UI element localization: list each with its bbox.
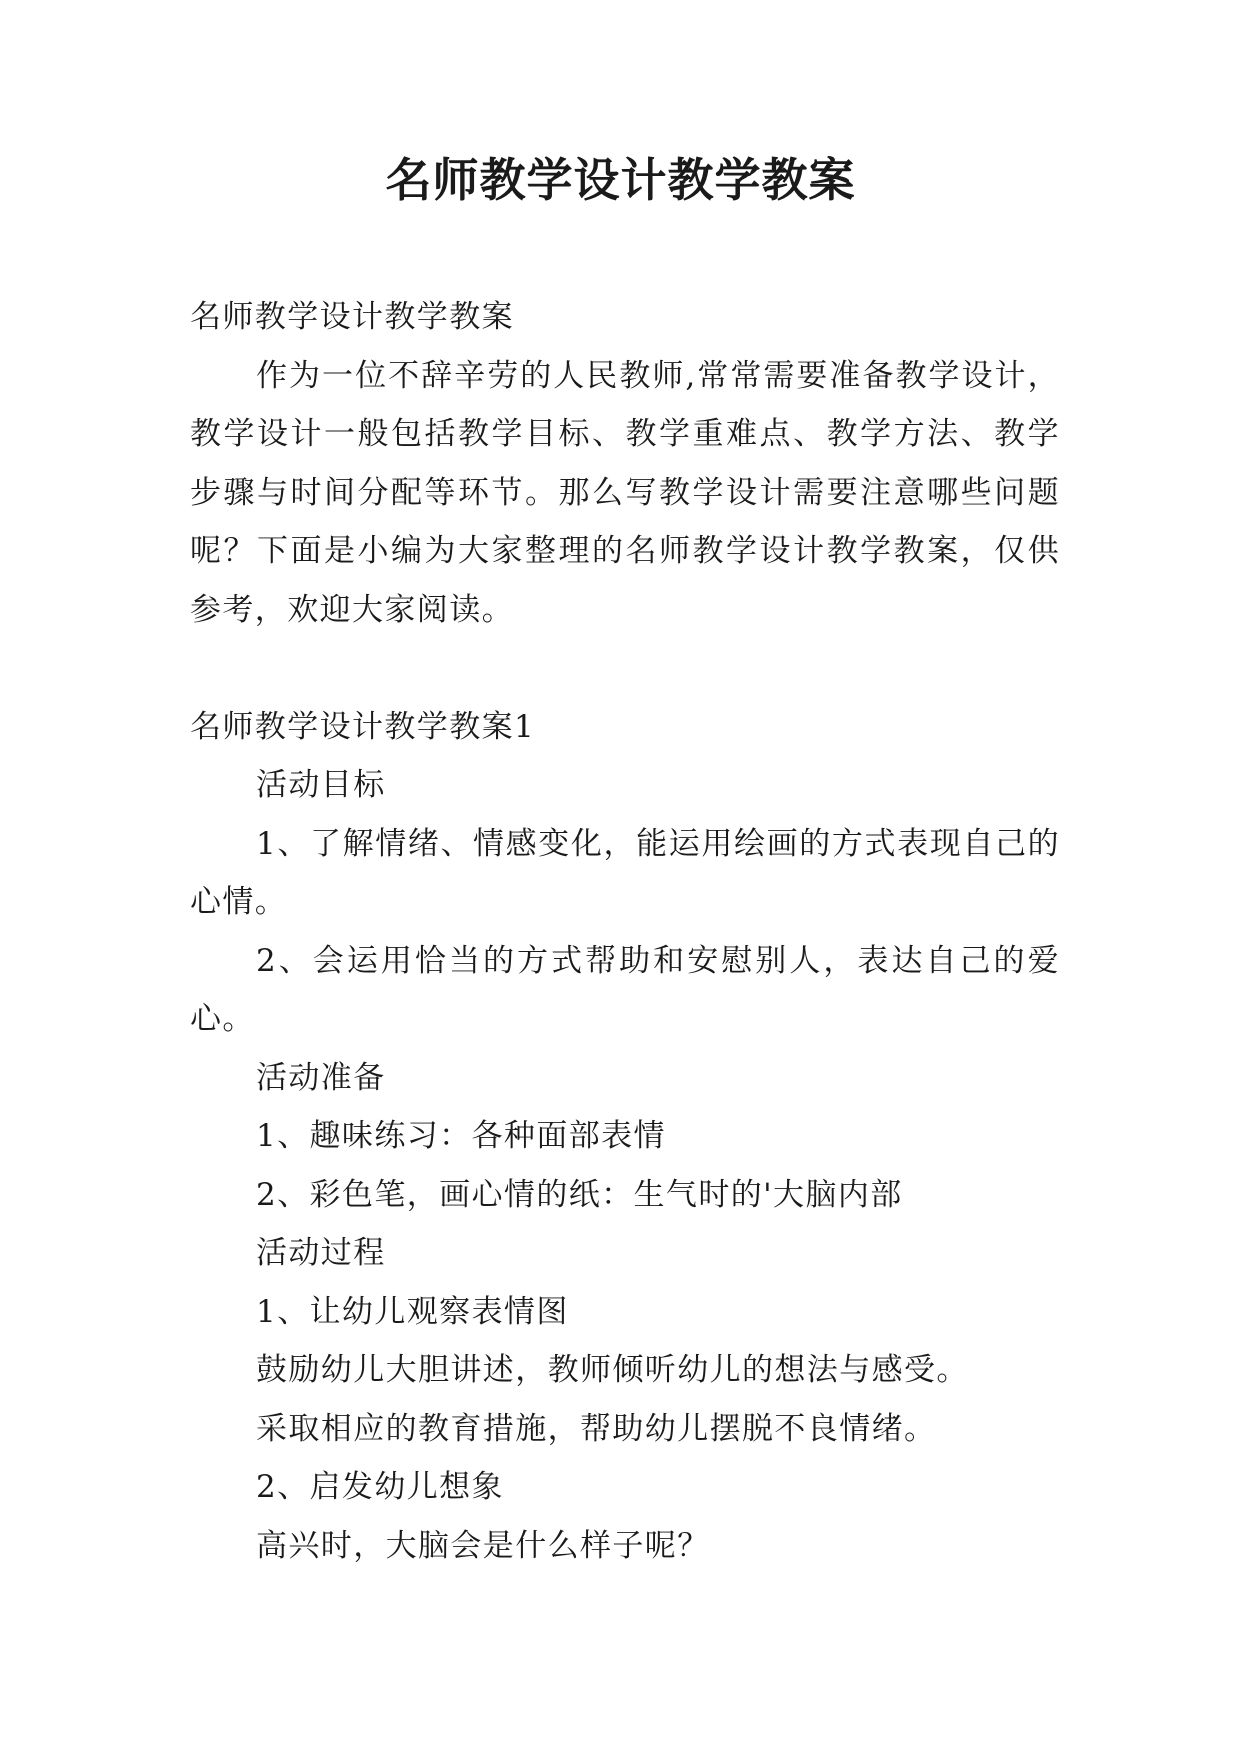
goal-item-2: 2、会运用恰当的方式帮助和安慰别人，表达自己的爱心。 [190,942,1060,1037]
intro-paragraph: 作为一位不辞辛劳的人民教师,常常需要准备教学设计，教学设计一般包括教学目标、教学重难点、教学方法、教学步骤与时间分配等环节。那么写教学设计需要注意哪些问题呢？下面是小编为大家整理的名师教学设计教学教案，仅供参考，欢迎大家阅读。 [190,357,1060,628]
prep-heading: 活动准备 [256,1059,386,1096]
prep-item-2: 2、彩色笔，画心情的纸：生气时的'大脑内部 [256,1176,903,1213]
process-step-1-detail-b: 采取相应的教育措施，帮助幼儿摆脱不良情绪。 [256,1410,937,1447]
goal-item-1: 1、了解情绪、情感变化，能运用绘画的方式表现自己的心情。 [190,825,1060,920]
document-body [190,288,1060,1575]
section-title: 名师教学设计教学教案1 [190,708,536,745]
process-step-1-detail-a: 鼓励幼儿大胆讲述，教师倾听幼儿的想法与感受。 [256,1352,969,1388]
paragraph-gap [190,639,1060,698]
process-heading: 活动过程 [256,1235,386,1271]
process-step-2-detail-a: 高兴时，大脑会是什么样子呢？ [256,1527,710,1564]
subtitle: 名师教学设计教学教案 [190,299,514,335]
process-step-2: 2、启发幼儿想象 [256,1469,504,1505]
prep-item-1: 1、趣味练习：各种面部表情 [256,1118,666,1154]
process-step-1: 1、让幼儿观察表情图 [256,1293,569,1330]
document-title: 名师教学设计教学教案 [385,153,856,207]
goals-heading: 活动目标 [256,767,386,803]
